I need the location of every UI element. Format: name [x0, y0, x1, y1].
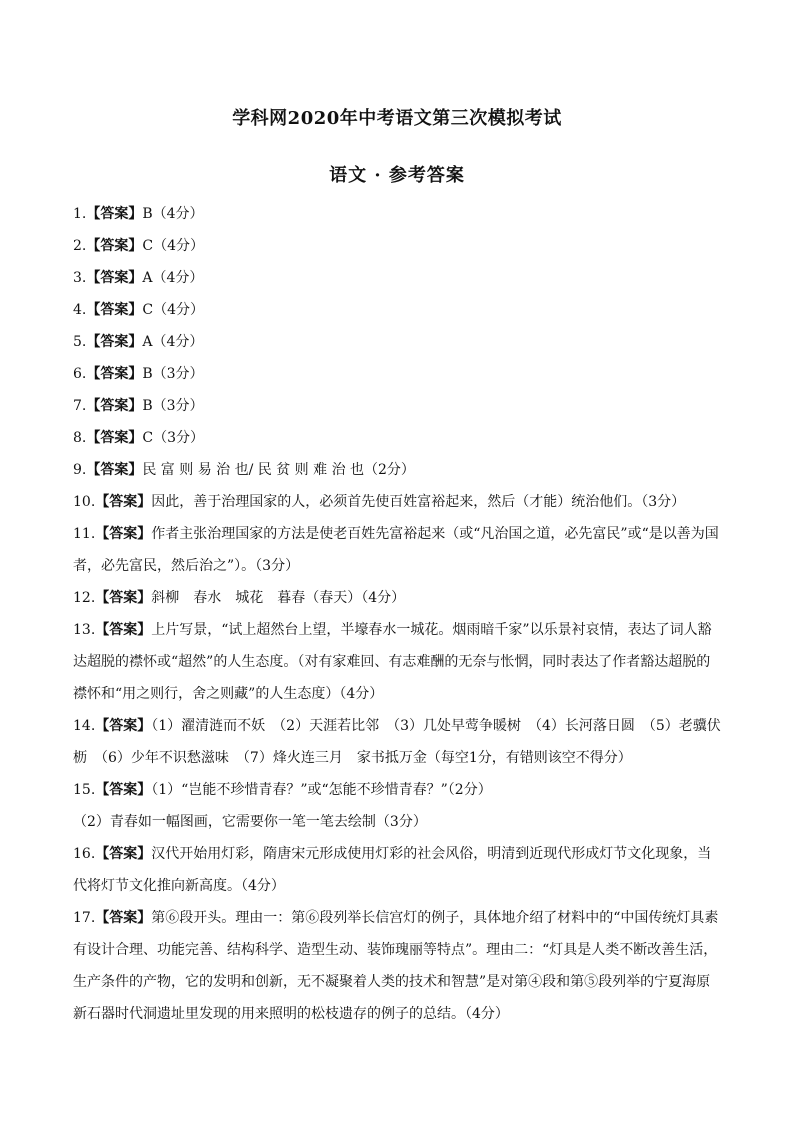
answer-tag: 【答案】: [86, 398, 143, 414]
document-subtitle: 语文 · 参考答案: [329, 165, 465, 186]
answer-tag: 【答案】: [86, 302, 143, 318]
answer-item-16: [73, 838, 721, 902]
answer-number: 12.: [73, 590, 96, 606]
answer-text: A（4分）: [142, 270, 204, 286]
answer-number: 15.: [73, 782, 96, 798]
answer-item-17: [73, 902, 721, 1030]
answer-number: 16.: [73, 846, 96, 862]
answer-text: 斜柳 春水 城花 暮春（春天）（4分）: [151, 590, 406, 606]
answer-item-2: [73, 230, 721, 262]
answer-item-1: [73, 198, 721, 230]
answer-item-14: [73, 710, 721, 774]
answer-tag: 【答案】: [86, 430, 143, 446]
answer-text: B（4分）: [142, 206, 204, 222]
document-title: 学科网2020年中考语文第三次模拟考试: [232, 108, 562, 129]
answer-text: 因此，善于治理国家的人，必须首先使百姓富裕起来，然后（才能）统治他们。（3分）: [151, 494, 686, 510]
answer-number: 10.: [73, 494, 96, 510]
answer-number: 11.: [73, 526, 96, 542]
answer-number: 2.: [73, 238, 87, 254]
answer-item-15-part-2: [73, 806, 721, 838]
answer-number: 7.: [73, 398, 87, 414]
answer-number: 5.: [73, 334, 87, 350]
answer-item-8: [73, 422, 721, 454]
answer-number: 4.: [73, 302, 87, 318]
answer-text: 上片写景，“试上超然台上望，半壕春水一城花。烟雨暗千家”以乐景衬哀情，表达了词人豁达超脱的襟怀或“超然”的人生态度。（对有家难回、有志难酬的无奈与怅惘，同时表达了作者豁达超脱的襟怀和“用之则行，舍之则藏”的人生态度）（4分）: [73, 622, 712, 702]
answer-tag: 【答案】: [95, 622, 152, 638]
answer-tag: 【答案】: [86, 334, 143, 350]
answer-item-15: [73, 774, 721, 806]
answer-text: （2）青春如一幅图画，它需要你一笔一笔去绘制（3分）: [73, 814, 427, 830]
answer-item-3: [73, 262, 721, 294]
answer-item-9: [73, 454, 721, 486]
answer-text: C（4分）: [142, 238, 204, 254]
answer-tag: 【答案】: [95, 590, 152, 606]
answer-text: 汉代开始用灯彩，隋唐宋元形成使用灯彩的社会风俗，明清到近现代形成灯节文化现象，当代将灯节文化推向新高度。（4分）: [73, 846, 712, 894]
answer-number: 8.: [73, 430, 87, 446]
answer-number: 9.: [73, 462, 87, 478]
answer-number: 13.: [73, 622, 96, 638]
answer-text: 民 富 则 易 治 也/ 民 贫 则 难 治 也（2分）: [142, 462, 415, 478]
answer-text: （1）“岂能不珍惜青春？”或“怎能不珍惜青春？”（2分）: [151, 782, 492, 798]
answer-tag: 【答案】: [86, 238, 143, 254]
answer-text: A（4分）: [142, 334, 204, 350]
answer-tag: 【答案】: [86, 206, 143, 222]
answer-number: 14.: [73, 718, 96, 734]
answer-item-12: [73, 582, 721, 614]
answer-item-6: [73, 358, 721, 390]
answer-tag: 【答案】: [86, 366, 143, 382]
answer-item-7: [73, 390, 721, 422]
answer-number: 6.: [73, 366, 87, 382]
answer-list: [73, 198, 721, 1030]
answer-text: B（3分）: [142, 366, 204, 382]
answer-tag: 【答案】: [95, 846, 152, 862]
answer-text: C（3分）: [142, 430, 204, 446]
answer-number: 17.: [73, 910, 96, 926]
answer-item-11: [73, 518, 721, 582]
answer-item-4: [73, 294, 721, 326]
answer-tag: 【答案】: [95, 526, 152, 542]
answer-text: 第⑥段开头。理由一：第⑥段列举长信宫灯的例子，具体地介绍了材料中的“中国传统灯具素有设计合理、功能完善、结构科学、造型生动、装饰瑰丽等特点”。理由二：“灯具是人类不断改善生活，生产条件的产物，它的发明和创新，无不凝聚着人类的技术和智慧”是对第④段和第⑤段列举的宁夏海原新石器时代洞遗址里发现的用来照明的松枝遗存的例子的总结。（4分）: [73, 910, 719, 1022]
answer-number: 3.: [73, 270, 87, 286]
answer-tag: 【答案】: [95, 910, 152, 926]
answer-text: 作者主张治理国家的方法是使老百姓先富裕起来（或“凡治国之道，必先富民”或“是以善为国者，必先富民，然后治之”）。（3分）: [73, 526, 719, 574]
answer-tag: 【答案】: [95, 494, 152, 510]
answer-tag: 【答案】: [95, 718, 152, 734]
answer-tag: 【答案】: [86, 270, 143, 286]
answer-item-10: [73, 486, 721, 518]
answer-tag: 【答案】: [95, 782, 152, 798]
answer-number: 1.: [73, 206, 87, 222]
answer-item-13: [73, 614, 721, 710]
answer-text: （1）濯清涟而不妖 （2）天涯若比邻 （3）几处早莺争暖树 （4）长河落日圆 （5）老骥伏枥 （6）少年不识愁滋味 （7）烽火连三月 家书抵万金（每空1分，有错则该空不得分）: [73, 718, 721, 766]
answer-text: B（3分）: [142, 398, 204, 414]
answer-text: C（4分）: [142, 302, 204, 318]
answer-item-5: [73, 326, 721, 358]
answer-tag: 【答案】: [86, 462, 143, 478]
